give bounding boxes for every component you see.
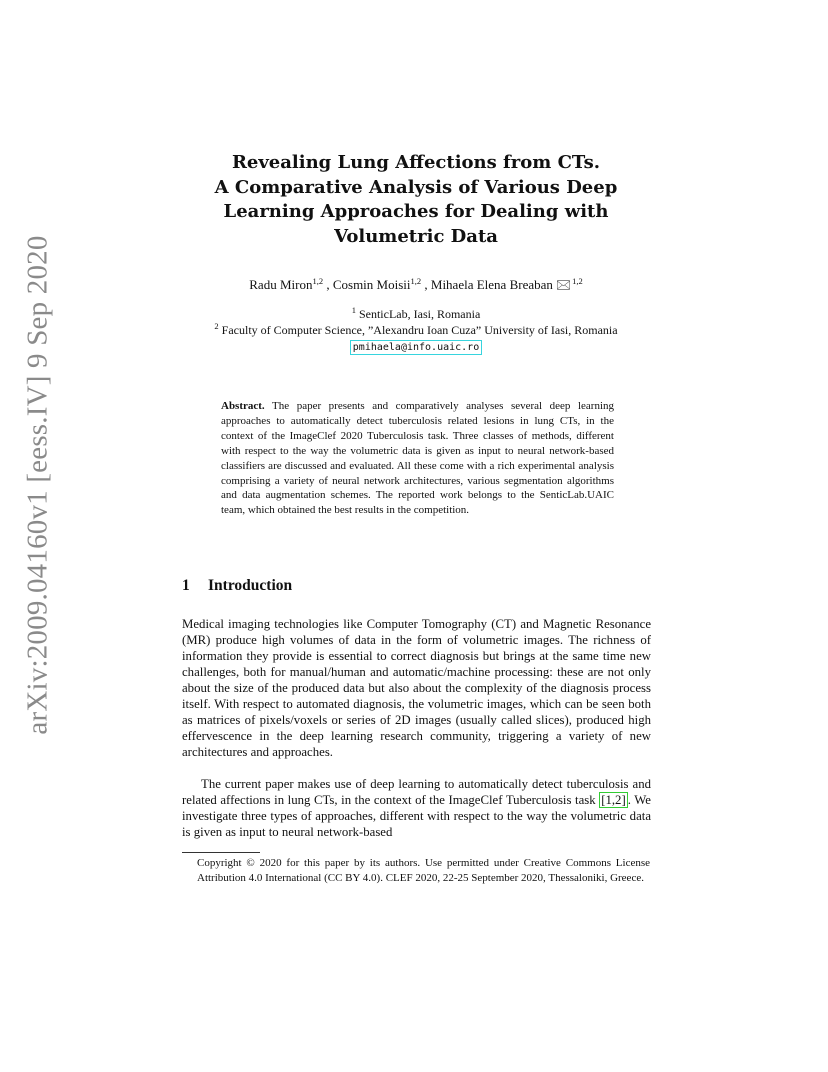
email-row	[182, 339, 650, 354]
title-line: Revealing Lung Affections from CTs.	[231, 152, 601, 173]
affiliation-number: 1	[351, 305, 356, 315]
author-affiliation-mark: 1,2	[572, 276, 583, 286]
abstract	[221, 399, 614, 518]
abstract-label: Abstract.	[221, 400, 265, 412]
envelope-icon: 🖂	[555, 277, 572, 292]
author-name: Cosmin Moisii	[332, 277, 411, 292]
abstract-text: The paper presents and comparatively analyses several deep learning approaches to automatically detect tuberculosis related lesions in lung CTs, in the context of the ImageClef 2020 Tuberculosis task. Three classes of methods, different with respect to the way the volumetric data is given as input to neural network-based classifiers are discussed and evaluated. All these come with a rich experimental analysis comprising a variety of neural network architectures, various segmentation algorithms and data augmentation schemes. The reported work belongs to the SenticLab.UAIC team, which obtained the best results in the competition.	[221, 400, 614, 517]
affiliation	[182, 307, 650, 322]
affiliation-text: SenticLab, Iasi, Romania	[358, 307, 481, 321]
author-separator: ,	[424, 277, 428, 292]
email-link[interactable]: pmihaela@info.uaic.ro	[350, 340, 482, 355]
author-list	[182, 276, 650, 298]
affiliation-text: Faculty of Computer Science, ”Alexandru Ioan Cuza” University of Iasi, Romania	[221, 323, 618, 337]
section-title: Introduction	[208, 577, 293, 594]
copyright-footnote: Copyright © 2020 for this paper by its authors. Use permitted under Creative Commons License Attribution 4.0 International (CC BY 4.0). CLEF 2020, 22-25 September 2020, Thessaloniki, Greece.	[197, 857, 650, 884]
paper-title	[182, 151, 650, 249]
author-affiliation-mark: 1,2	[312, 276, 324, 286]
title-line: A Comparative Analysis of Various Deep	[214, 176, 618, 198]
section-number: 1	[182, 577, 190, 594]
citation-link[interactable]: [1,2]	[601, 793, 626, 807]
title-line: Volumetric Data	[334, 225, 498, 247]
title-line: Learning Approaches for Dealing with	[223, 201, 609, 222]
body-paragraph: Medical imaging technologies like Computer Tomography (CT) and Magnetic Resonance (MR) produce high volumes of data in the form of volumetric images. The richness of information they provide is essential to correct diagnosis but brings at the same time new challenges, both for manual/human and automatic/machine processing: these are not only about the size of the produced data but also about the complexity of the diagnosis process itself. With respect to automated diagnosis, the volumetric images, which can be seen both as matrices of pixels/voxels or series of 2D images (usually called slices), produced high effervescence in the deep learning research community, triggering a variety of new architectures and approaches.	[182, 617, 651, 759]
affiliation	[182, 323, 650, 338]
arxiv-stamp: arXiv:2009.04160v1 [eess.IV] 9 Sep 2020	[21, 235, 54, 735]
affiliation-number: 2	[214, 321, 219, 331]
body-paragraph	[182, 776, 651, 840]
author-name: Mihaela Elena Breaban	[430, 277, 553, 292]
author-name: Radu Miron	[249, 277, 313, 292]
footnote-rule	[182, 852, 260, 853]
paragraph-text: . We investigate three types of approaches, different with respect to the way the volumetric data is given as input to neural network-based	[182, 793, 651, 839]
author-separator: ,	[326, 277, 330, 292]
paragraph-text: The current paper makes use of deep learning to automatically detect tuberculosis and related affections in lung CTs, in the context of the ImageClef Tuberculosis task	[182, 777, 651, 807]
section-heading	[182, 577, 292, 595]
author-affiliation-mark: 1,2	[410, 276, 422, 286]
